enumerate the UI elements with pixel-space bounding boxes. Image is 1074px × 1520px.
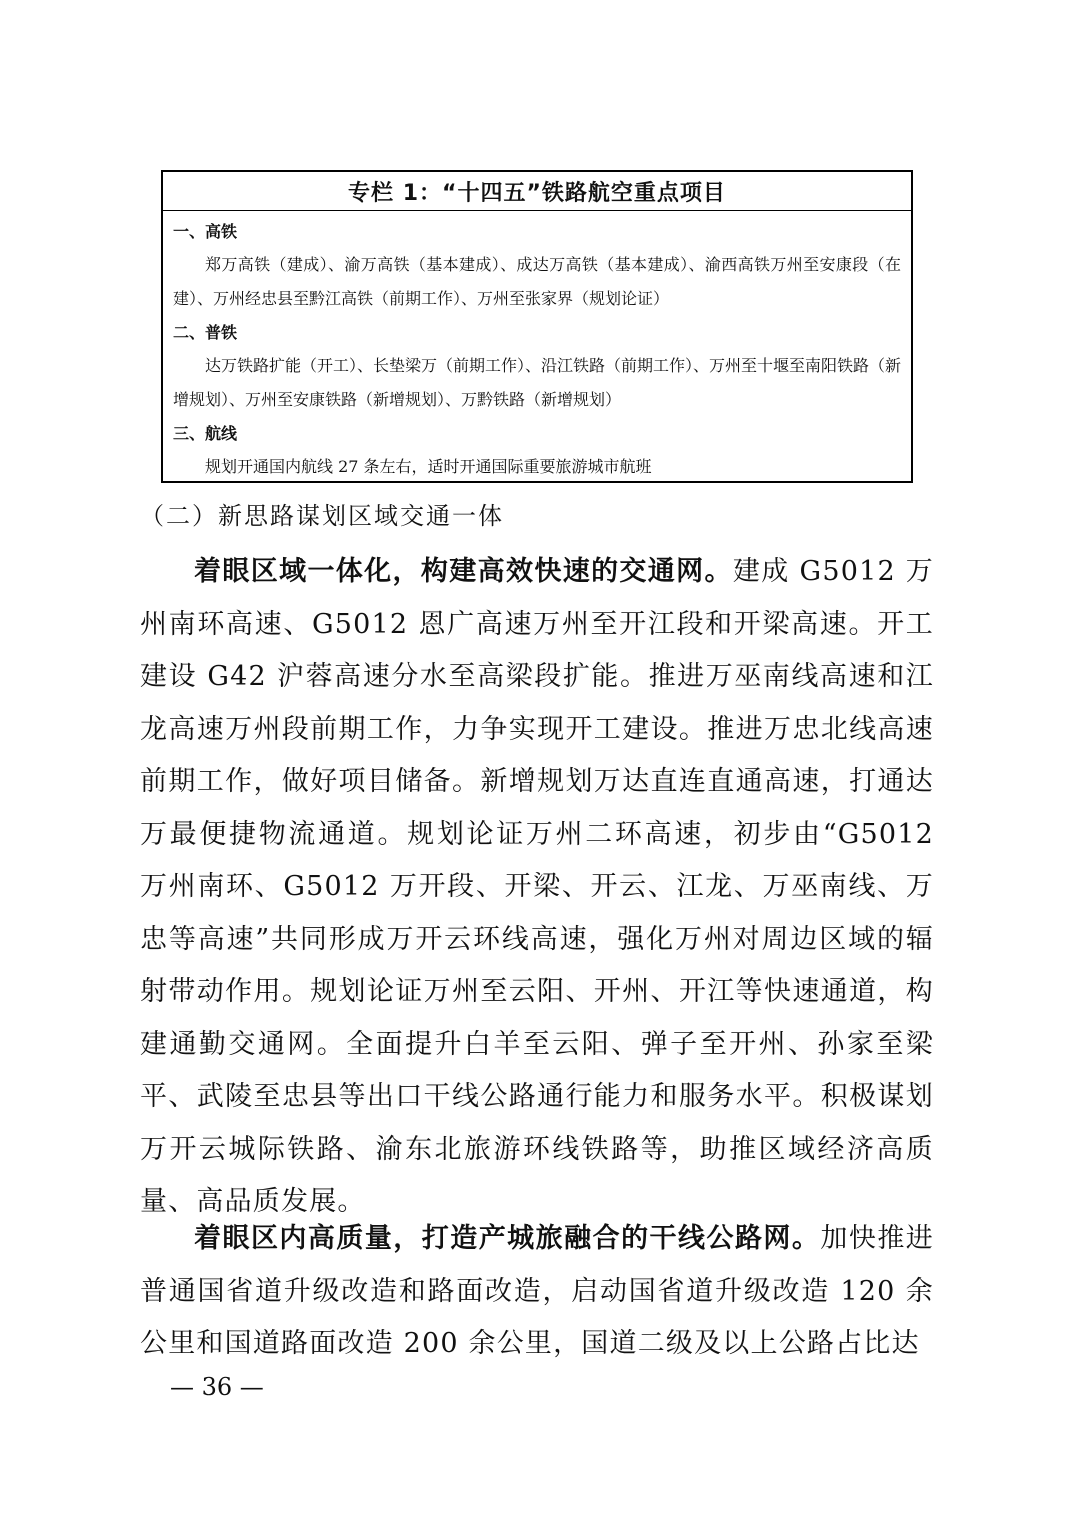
section-text-regular-rail: 达万铁路扩能（开工）、长垫梁万（前期工作）、沿江铁路（前期工作）、万州至十堰至南阳铁路（新增规划）、万州至安康铁路（新增规划）、万黔铁路（新增规划） xyxy=(173,356,902,409)
section-heading-high-speed-rail: 一、高铁 xyxy=(173,222,238,241)
section-text-high-speed-rail: 郑万高铁（建成）、渝万高铁（基本建成）、成达万高铁（基本建成）、渝西高铁万州至安康段（在建）、万州经忠县至黔江高铁（前期工作）、万州至张家界（规划论证） xyxy=(173,255,901,308)
paragraph-regional-integration xyxy=(140,546,934,1229)
paragraph-lead: 着眼区域一体化，构建高效快速的交通网。 xyxy=(194,556,733,587)
section-text-air-routes: 规划开通国内航线 27 条左右，适时开通国际重要旅游城市航班 xyxy=(205,457,652,476)
page-number: — 36 — xyxy=(170,1373,264,1401)
paragraph-lead: 着眼区内高质量，打造产城旅融合的干线公路网。 xyxy=(194,1223,821,1254)
section-heading-regular-rail: 二、普铁 xyxy=(173,323,238,342)
paragraph-body: 建成 G5012 万州南环高速、G5012 恩广高速万州至开江段和开梁高速。开工建设 G42 沪蓉高速分水至高梁段扩能。推进万巫南线高速和江龙高速万州段前期工作，力争实现开工建设。推进万忠北线高速前期工作，做好项目储备。新增规划万达直连直通高速，打通达万最便捷物流通道。规划论证万州二环高速，初步由“G5012 万州南环、G5012 万开段、开梁、开云、江龙、万巫南线、万忠等高速”共同形成万开云环线高速，强化万州对周边区域的辐射带动作用。规划论证万州至云阳、开州、开江等快速通道，构建通勤交通网。全面提升白羊至云阳、弹子至开州、孙家至梁平、武陵至忠县等出口干线公路通行能力和服务水平。积极谋划万开云城际铁路、渝东北旅游环线铁路等，助推区域经济高质量、高品质发展。 xyxy=(140,556,934,1217)
box-title: 专栏 1：“十四五”铁路航空重点项目 xyxy=(163,172,911,211)
paragraph-trunk-highway xyxy=(140,1213,934,1371)
subheading: （二）新思路谋划区域交通一体 xyxy=(140,502,504,530)
paragraph-body: 加快推进普通国省道升级改造和路面改造，启动国省道升级改造 120 余公里和国道路面改造 200 余公里，国道二级及以上公路占比达 xyxy=(140,1223,934,1359)
section-heading-air-routes: 三、航线 xyxy=(173,424,238,443)
project-column-box xyxy=(161,170,913,483)
box-body xyxy=(163,211,911,484)
